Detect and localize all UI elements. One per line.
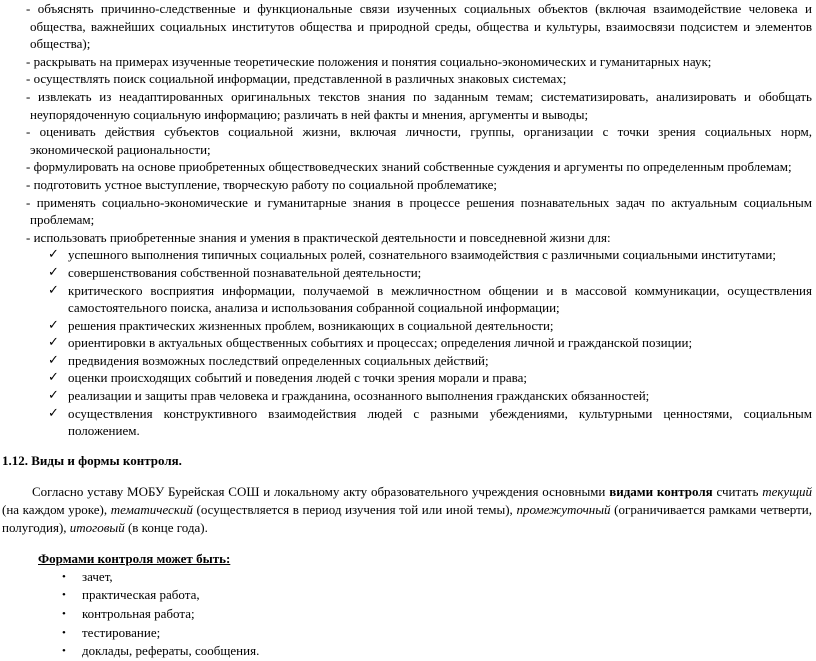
skill-item: - применять социально-экономические и гуманитарные знания в процессе решения познавательных задач по актуальным социальным проблемам; [2,194,812,229]
form-item [2,624,812,643]
use-text: оценки происходящих событий и поведения людей с точки зрения морали и права; [68,370,527,386]
skill-item: - раскрывать на примерах изученные теоретические положения и понятия социально-экономических и гуманитарных наук; [2,53,812,71]
para-text: Согласно уставу МОБУ Бурейская СОШ и локальному акту образовательного учреждения основными [32,484,610,500]
uses-list [2,246,812,440]
bullet-icon: • [62,645,66,658]
control-types-paragraph [2,483,812,536]
form-item [2,642,812,661]
checkmark-icon: ✓ [48,405,59,421]
use-item [2,405,812,440]
use-text: совершенствования собственной познавательной деятельности; [68,264,422,280]
checkmark-icon: ✓ [48,335,59,351]
para-bold-term: видами контроля [609,484,713,500]
skill-item: - использовать приобретенные знания и умения в практической деятельности и повседневной жизни для: [2,229,812,247]
section-heading: 1.12. Виды и формы контроля. [2,452,182,468]
use-text: предвидения возможных последствий определенных социальных действий; [68,352,489,368]
bullet-icon: • [62,589,66,602]
use-item [2,352,812,370]
bullet-icon: • [62,570,66,583]
form-item [2,568,812,587]
form-text: тестирование; [82,624,161,640]
form-text: доклады, рефераты, сообщения. [82,643,260,659]
skill-item: - объяснять причинно-следственные и функциональные связи изученных социальных объектов (включая взаимодействие человека и общества, важнейших социальных институтов общества и природной среды, общества и культуры, взаимосвязи подсистем и элементов общества); [2,0,812,53]
para-text: считать [712,484,763,500]
use-text: осуществления конструктивного взаимодействия людей с разными убеждениями, культурными ценностями, социальным положением. [68,405,812,439]
skill-item: - извлекать из неадаптированных оригинальных текстов знания по заданным темам; систематизировать, анализировать и обобщать неупорядоченную социальную информацию; различать в ней факты и мнения, аргументы и выводы; [2,88,812,123]
para-text: (ограничивается рамками четверти, полугодия), [2,502,812,535]
checkmark-icon: ✓ [48,264,59,280]
use-item [2,264,812,282]
form-text: практическая работа, [82,587,200,603]
use-text: реализации и защиты прав человека и гражданина, осознанного выполнения гражданских обязанностей; [68,388,650,404]
para-text: (на каждом уроке), [2,502,111,518]
checkmark-icon: ✓ [48,388,59,404]
use-item [2,246,812,264]
bullet-icon: • [62,608,66,620]
para-italic-term: тематический [110,502,193,518]
checkmark-icon: ✓ [48,317,59,333]
use-item [2,334,812,352]
form-item [2,605,812,624]
skill-item: - формулировать на основе приобретенных обществоведческих знаний собственные суждения и аргументы по определенным проблемам; [2,158,812,176]
use-text: решения практических жизненных проблем, возникающих в социальной деятельности; [68,317,554,333]
bullet-icon: • [62,626,66,639]
forms-list [2,568,812,661]
para-text: (в конце года). [124,519,208,535]
skill-item: - осуществлять поиск социальной информации, представленной в различных знаковых системах; [2,70,812,88]
use-item [2,387,812,405]
form-text: контрольная работа; [82,606,195,621]
para-text: (осуществляется в период изучения той или иной темы), [192,502,517,518]
skill-item: - оценивать действия субъектов социальной жизни, включая личности, группы, организации с точки зрения социальных норм, экономической рациональности; [2,123,812,158]
form-text: зачет, [82,568,113,584]
skill-item: - подготовить устное выступление, творческую работу по социальной проблематике; [2,176,812,194]
use-text: критического восприятия информации, получаемой в межличностном общении и в массовой коммуникации, осуществления самостоятельного поиска, анализа и использования собранной социальной информации; [68,282,812,316]
use-item [2,369,812,387]
form-item [2,586,812,605]
checkmark-icon: ✓ [48,370,59,386]
use-text: успешного выполнения типичных социальных ролей, сознательного взаимодействия с различными социальными институтами; [68,247,776,263]
skills-list [2,0,812,246]
forms-heading: Формами контроля может быть: [38,551,231,567]
use-item [2,317,812,335]
checkmark-icon: ✓ [48,282,59,298]
para-italic-term: итоговый [69,519,125,535]
para-italic-term: промежуточный [516,502,611,518]
use-text: ориентировки в актуальных общественных событиях и процессах; определения личной и гражданской позиции; [68,335,693,351]
use-item [2,282,812,317]
para-italic-term: текущий [762,484,813,500]
checkmark-icon: ✓ [48,247,59,263]
checkmark-icon: ✓ [48,352,59,368]
